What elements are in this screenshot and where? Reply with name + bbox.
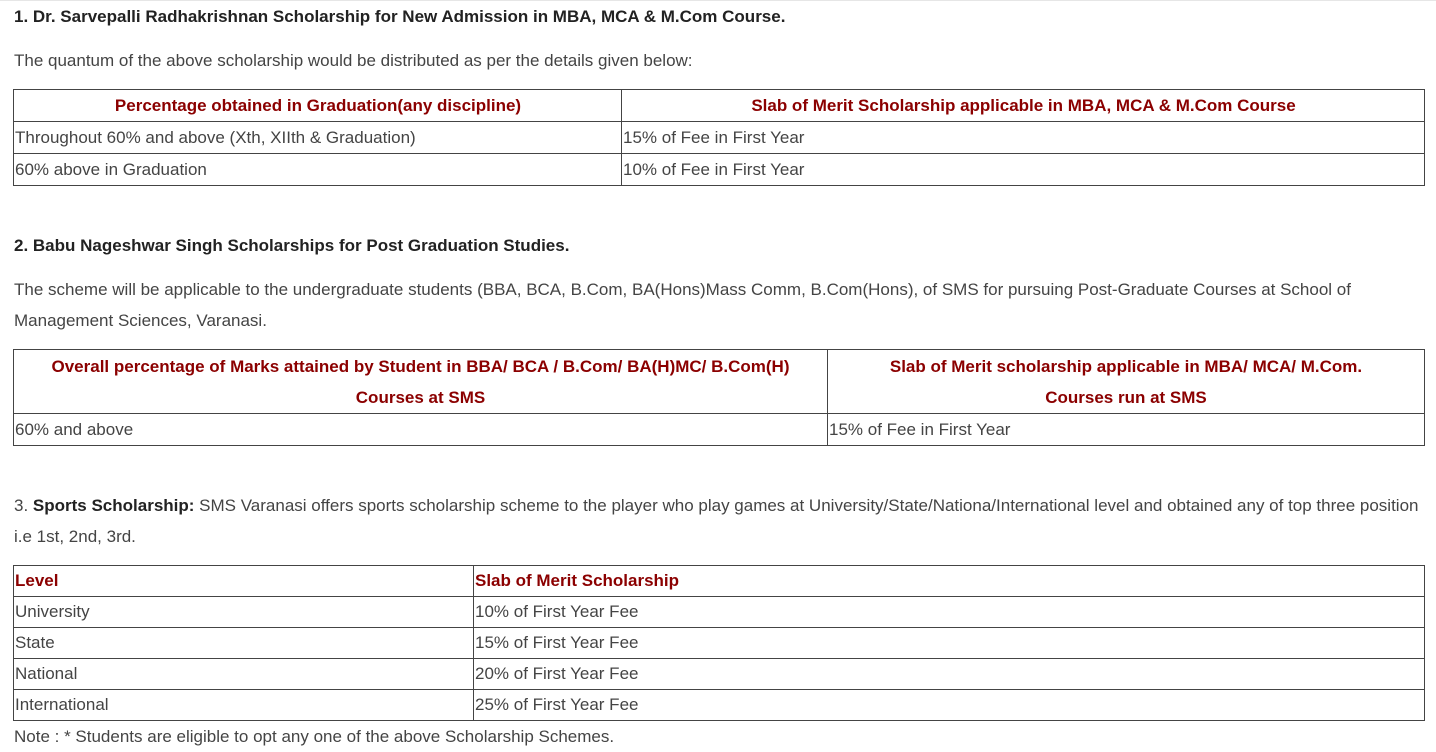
- table-header-cell: Level: [14, 566, 474, 597]
- table-cell: 60% and above: [14, 414, 828, 446]
- table-header-cell: Overall percentage of Marks attained by Student in BBA/ BCA / B.Com/ BA(H)MC/ B.Com(H) Courses at SMS: [14, 350, 828, 414]
- table-cell: 15% of Fee in First Year: [622, 122, 1425, 154]
- table-cell: 10% of Fee in First Year: [622, 154, 1425, 186]
- table-row: [14, 690, 1425, 721]
- section1-intro: The quantum of the above scholarship would be distributed as per the details given below:: [14, 51, 693, 70]
- table-header-row: [14, 350, 1425, 414]
- table-row: [14, 122, 1425, 154]
- table-row: [14, 597, 1425, 628]
- table-cell: 60% above in Graduation: [14, 154, 622, 186]
- section3-table: [13, 565, 1425, 721]
- table-header-row: [14, 90, 1425, 122]
- table-cell: National: [14, 659, 474, 690]
- table-header-cell: Slab of Merit Scholarship: [474, 566, 1425, 597]
- table-row: [14, 628, 1425, 659]
- table-row: [14, 154, 1425, 186]
- table-cell: 25% of First Year Fee: [474, 690, 1425, 721]
- table-cell: 10% of First Year Fee: [474, 597, 1425, 628]
- table-row: [14, 659, 1425, 690]
- table-header-cell: Slab of Merit Scholarship applicable in MBA, MCA & M.Com Course: [622, 90, 1425, 122]
- section3-intro-paragraph: [14, 490, 1424, 552]
- section2-intro: The scheme will be applicable to the undergraduate students (BBA, BCA, B.Com, BA(Hons)Mass Comm, B.Com(Hons), of SMS for pursuing Post-Graduate Courses at School of Management Sciences, Varanasi.: [14, 280, 1351, 330]
- section1-heading: 1. Dr. Sarvepalli Radhakrishnan Scholarship for New Admission in MBA, MCA & M.Com Course.: [14, 7, 786, 26]
- table-cell: International: [14, 690, 474, 721]
- table-cell: 15% of First Year Fee: [474, 628, 1425, 659]
- section3-heading: Sports Scholarship:: [32, 496, 195, 515]
- top-divider: [0, 0, 1436, 1]
- table-cell: 20% of First Year Fee: [474, 659, 1425, 690]
- table-header-row: [14, 566, 1425, 597]
- note-text: Note : * Students are eligible to opt any one of the above Scholarship Schemes.: [14, 727, 615, 746]
- section2-table: [13, 349, 1425, 446]
- section3-intro: SMS Varanasi offers sports scholarship scheme to the player who play games at University/State/Nationa/International level and obtained any of top three position i.e 1st, 2nd, 3rd.: [14, 496, 1419, 546]
- table-header-cell: Percentage obtained in Graduation(any discipline): [14, 90, 622, 122]
- table-header-cell: Slab of Merit scholarship applicable in MBA/ MCA/ M.Com. Courses run at SMS: [828, 350, 1425, 414]
- table-cell: 15% of Fee in First Year: [828, 414, 1425, 446]
- section1-table: [13, 89, 1425, 186]
- table-cell: State: [14, 628, 474, 659]
- table-cell: University: [14, 597, 474, 628]
- section3-number: 3.: [14, 496, 33, 515]
- section2-heading: 2. Babu Nageshwar Singh Scholarships for Post Graduation Studies.: [14, 236, 570, 255]
- table-cell: Throughout 60% and above (Xth, XIIth & Graduation): [14, 122, 622, 154]
- table-row: [14, 414, 1425, 446]
